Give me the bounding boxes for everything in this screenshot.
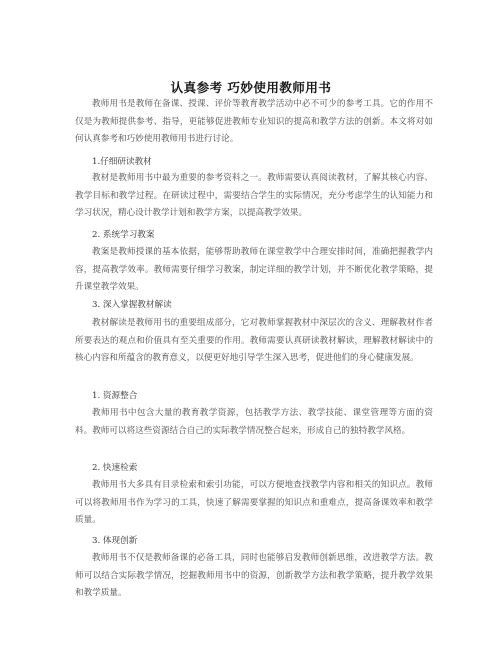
section-body-1: 教材是教师用书中最为重要的参考资料之一。教师需要认真阅读教材，了解其核心内容、教学目标和教学过程。在研读过程中，需要结合学生的实际情况，充分考虑学生的认知能力和学习状况，精心设计教学计划和教学方案，以提高教学效果。 xyxy=(75,173,433,218)
section-body-2: 教案是教师授课的基本依据，能够帮助教师在课堂教学中合理安排时间，准确把握教学内容，提高教学效率。教师需要仔细学习教案，制定详细的教学计划，并不断优化教学策略，提升课堂教学效果。 xyxy=(75,247,433,292)
section-heading-4: 1. 资源整合 xyxy=(92,391,138,401)
section-heading-1: 1.仔细研读教材 xyxy=(92,157,152,167)
document-title: 认真参考 巧妙使用教师用书 xyxy=(170,80,332,95)
section-heading-6: 3. 体现创新 xyxy=(92,536,138,546)
section-heading-3: 3. 深入掌握教材解读 xyxy=(92,300,172,310)
intro-paragraph: 教师用书是教师在备课、授课、评价等教育教学活动中必不可少的参考工具。它的作用不仅是为教师提供参考、指导，更能够促进教师专业知识的提高和教学方法的创新。本文将对如何认真参考和巧妙使用教师用书进行讨论。 xyxy=(75,99,433,144)
section-body-3: 教材解读是教师用书的重要组成部分，它对教师掌握教材中深层次的含义、理解教材作者所要表达的观点和价值具有至关重要的作用。教师需要认真研读教材解读，理解教材解读中的核心内容和所蕴含的教育意义，以便更好地引导学生深入思考，促进他们的身心健康发展。 xyxy=(75,318,433,363)
section-body-5: 教师用书大多具有目录检索和索引功能，可以方便地查找教学内容和相关的知识点。教师可以将教师用书作为学习的工具，快速了解需要掌握的知识点和重难点，提高备课效率和教学质量。 xyxy=(75,480,433,525)
section-body-4: 教师用书中包含大量的教育教学资源，包括教学方法、教学技能、课堂管理等方面的资料。教师可以将这些资源结合自己的实际教学情况整合起来，形成自己的独特教学风格。 xyxy=(75,408,433,436)
section-heading-2: 2. 系统学习教案 xyxy=(92,230,155,240)
section-heading-5: 2. 快速检索 xyxy=(92,463,138,473)
section-body-6: 教师用书不仅是教师备课的必备工具，同时也能够启发教师创新思维，改进教学方法。教师可以结合实际教学情况，挖掘教师用书中的资源，创新教学方法和教学策略，提升教学效果和教学质量。 xyxy=(75,553,433,598)
